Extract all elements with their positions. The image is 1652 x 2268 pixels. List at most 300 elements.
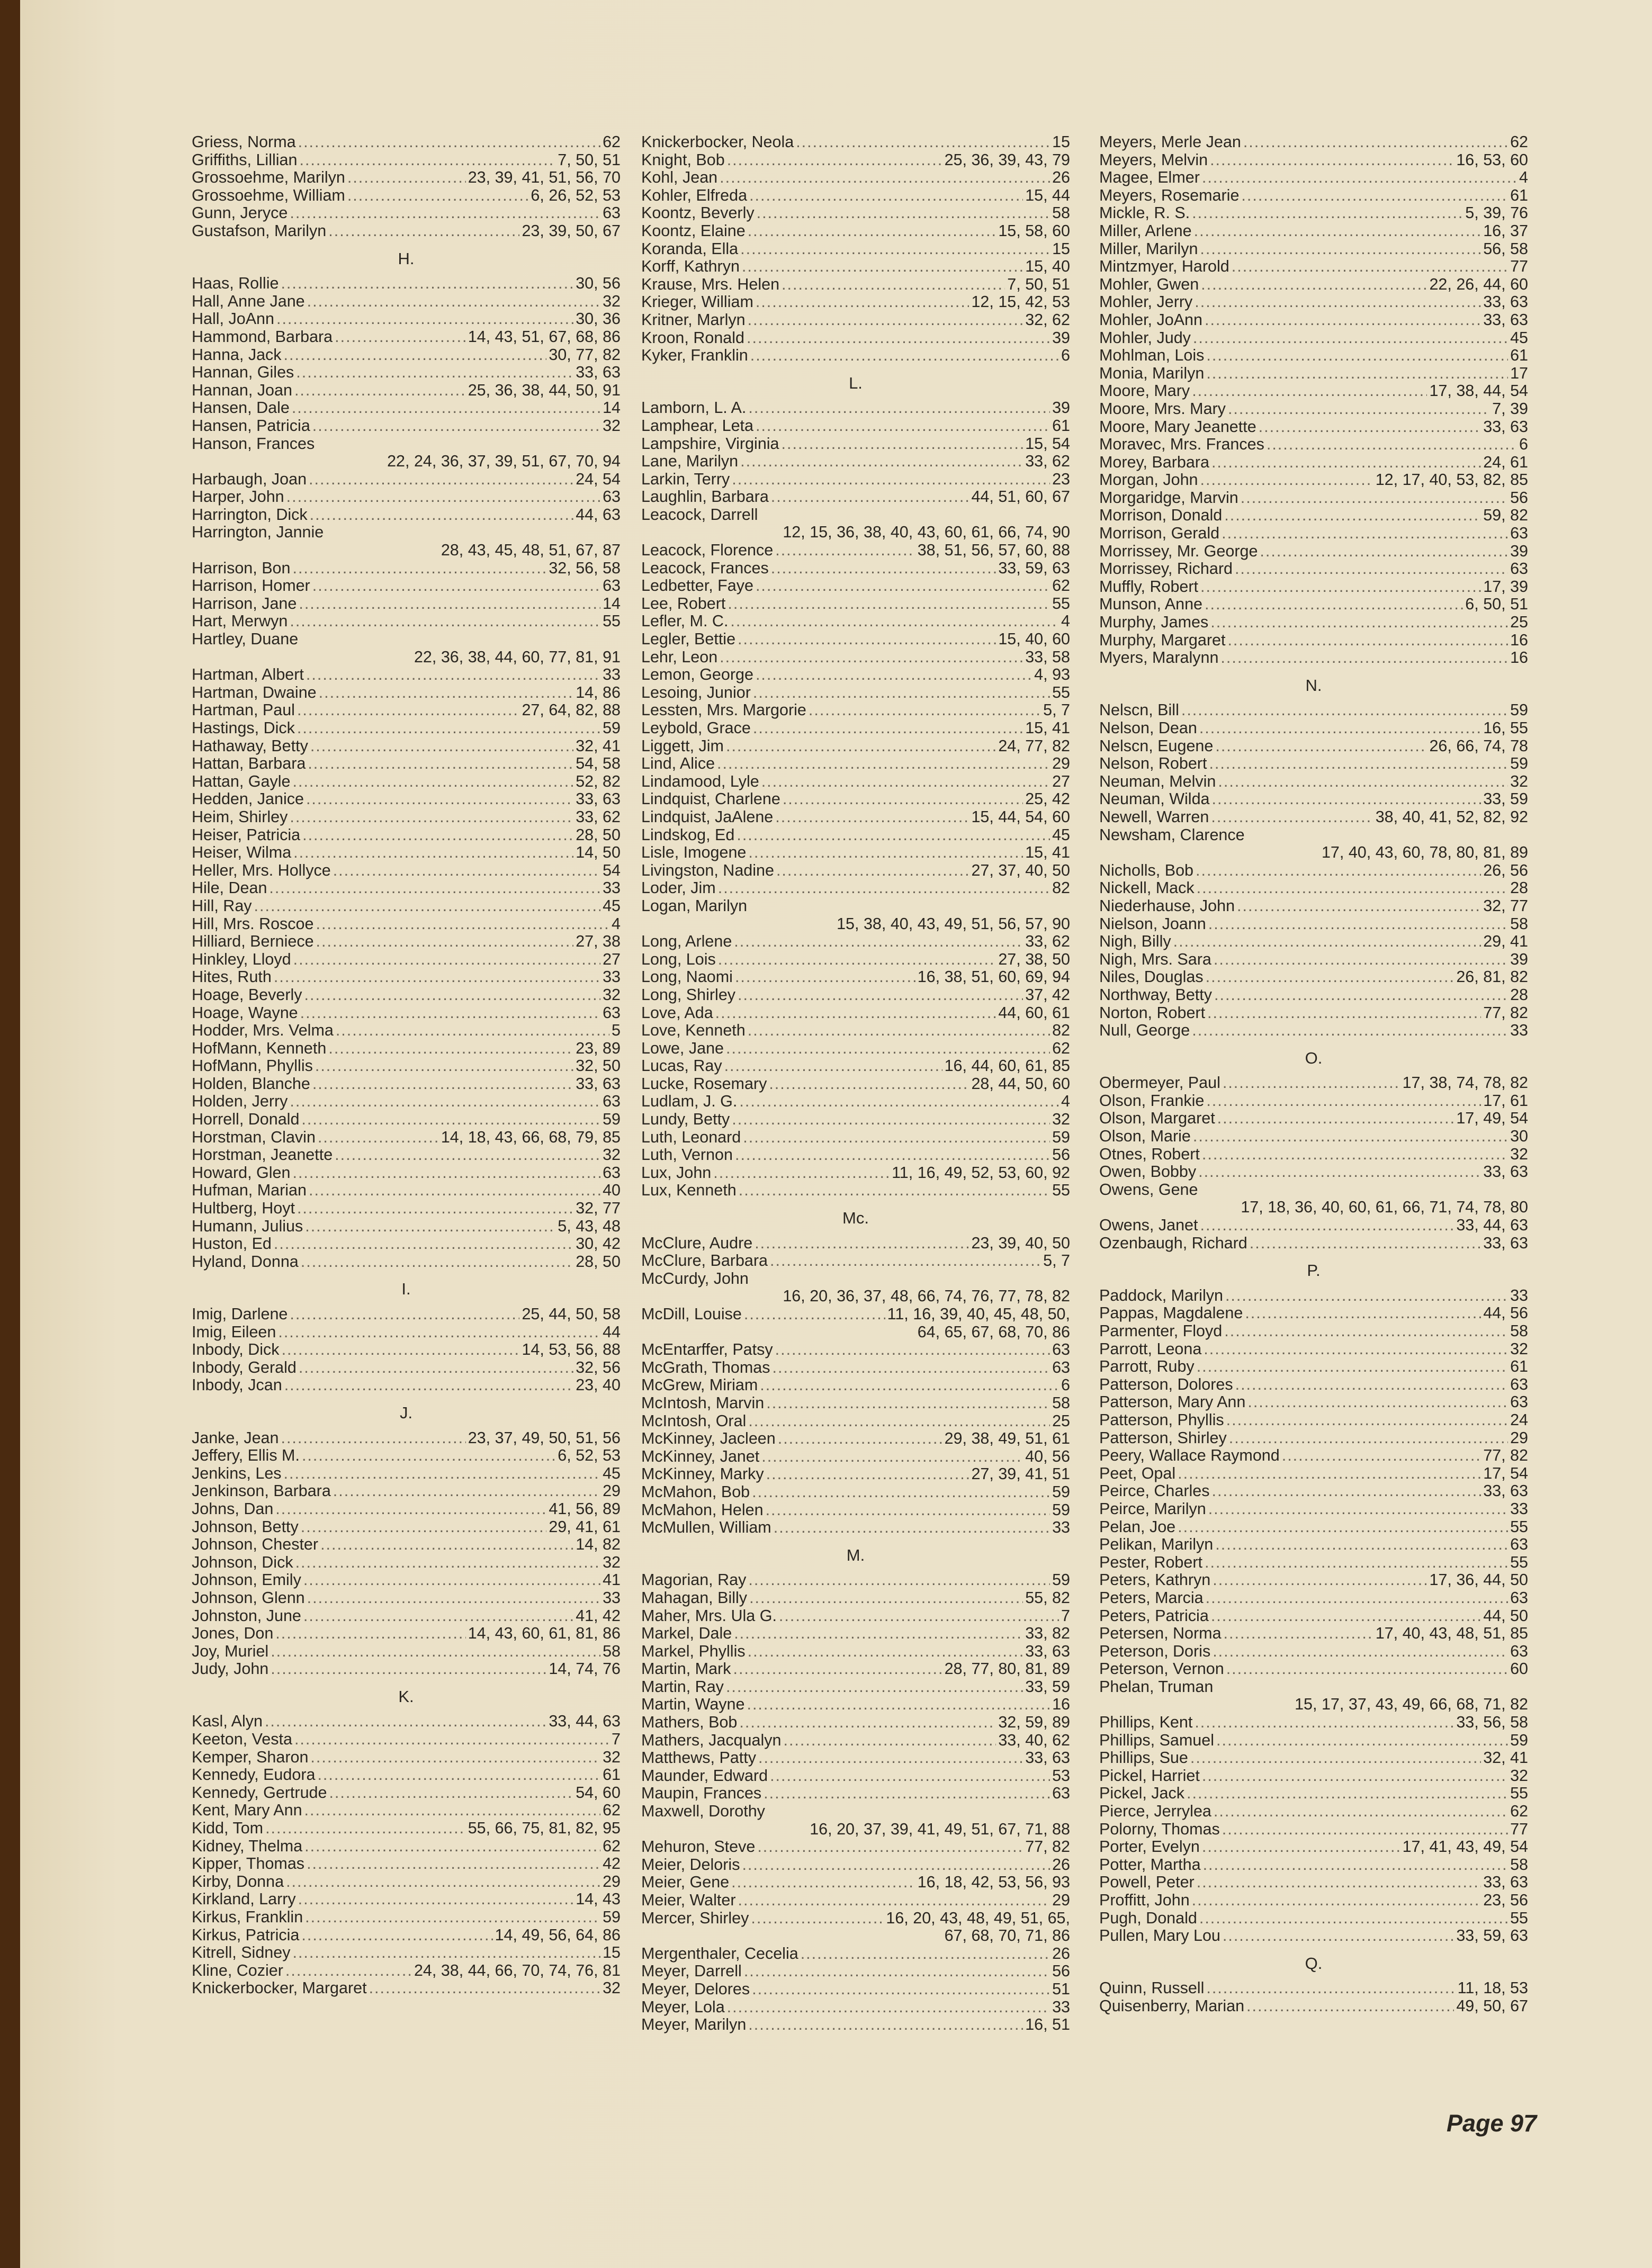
entry-name: Grossoehme, William bbox=[192, 186, 345, 204]
entry-name: Martin, Wayne bbox=[641, 1695, 745, 1714]
dot-leader bbox=[294, 382, 466, 400]
index-entry bbox=[641, 1182, 1070, 1200]
entry-name: Murphy, James bbox=[1099, 613, 1209, 632]
entry-page-numbers: 30, 77, 82 bbox=[549, 345, 621, 364]
index-entry bbox=[1099, 471, 1528, 489]
entry-name: Hall, Anne Jane bbox=[192, 292, 305, 310]
entry-page-numbers: 63 bbox=[1510, 1642, 1528, 1660]
dot-leader bbox=[307, 1589, 600, 1607]
dot-leader bbox=[1197, 1874, 1481, 1892]
entry-page-numbers: 32 bbox=[603, 416, 621, 435]
entry-page-numbers: 58 bbox=[1510, 1322, 1528, 1340]
entry-name: Hyland, Donna bbox=[192, 1252, 299, 1271]
entry-name: Lucke, Rosemary bbox=[641, 1074, 767, 1093]
index-entry bbox=[641, 1164, 1070, 1182]
dot-leader bbox=[292, 399, 600, 417]
entry-page-numbers: 56 bbox=[1052, 1962, 1070, 1981]
entry-name: McKinney, Jacleen bbox=[641, 1429, 776, 1448]
index-entry bbox=[1099, 187, 1528, 205]
dot-leader bbox=[1226, 1660, 1508, 1678]
dot-leader bbox=[1215, 1536, 1508, 1554]
dot-leader bbox=[282, 1341, 520, 1359]
entry-name: Krieger, William bbox=[641, 293, 753, 311]
dot-leader bbox=[1226, 1411, 1508, 1429]
entry-page-numbers: 6, 52, 53 bbox=[558, 1446, 621, 1465]
index-entry bbox=[1099, 1803, 1528, 1821]
index-entry bbox=[1099, 808, 1528, 826]
dot-leader bbox=[753, 719, 1023, 737]
dot-leader bbox=[748, 1022, 1050, 1040]
entry-page-numbers: 32 bbox=[1510, 1339, 1528, 1358]
entry-name: Leybold, Grace bbox=[641, 719, 751, 737]
entry-name: Keeton, Vesta bbox=[192, 1730, 292, 1749]
entry-name: Hart, Merwyn bbox=[192, 612, 288, 631]
index-entry bbox=[641, 1607, 1070, 1625]
dot-leader bbox=[298, 133, 600, 151]
entry-page-numbers: 27, 37, 40, 50 bbox=[971, 861, 1070, 879]
index-entry bbox=[641, 399, 1070, 417]
index-entry bbox=[192, 719, 621, 737]
index-entry bbox=[641, 133, 1070, 151]
entry-name: Mathers, Jacqualyn bbox=[641, 1731, 782, 1749]
section-letter-heading: N. bbox=[1305, 676, 1322, 695]
dot-leader bbox=[728, 595, 1050, 613]
index-entry bbox=[641, 1252, 1070, 1270]
dot-leader bbox=[1212, 1482, 1482, 1500]
entry-page-numbers: 17, 39 bbox=[1483, 577, 1528, 596]
dot-leader bbox=[739, 1714, 996, 1732]
entry-name: Inbody, Gerald bbox=[192, 1358, 297, 1376]
dot-leader bbox=[766, 1501, 1051, 1519]
entry-name: Haas, Rollie bbox=[192, 274, 279, 293]
entry-name: Koontz, Beverly bbox=[641, 204, 755, 222]
dot-leader bbox=[293, 951, 600, 969]
entry-page-numbers: 4, 93 bbox=[1034, 665, 1070, 684]
entry-page-numbers: 45 bbox=[603, 896, 621, 915]
entry-name: Peirce, Charles bbox=[1099, 1482, 1210, 1500]
index-entry bbox=[1099, 204, 1528, 222]
entry-page-numbers: 14, 74, 76 bbox=[549, 1660, 621, 1678]
entry-page-numbers: 33, 44, 63 bbox=[549, 1712, 621, 1731]
entry-page-numbers: 14 bbox=[603, 594, 621, 613]
entry-page-numbers: 17 bbox=[1510, 364, 1528, 382]
index-entry bbox=[192, 737, 621, 755]
dot-leader bbox=[771, 560, 996, 578]
entry-name: Lindskog, Ed bbox=[641, 825, 735, 844]
entry-name: Mickle, R. S. bbox=[1099, 204, 1190, 222]
dot-leader bbox=[284, 1465, 601, 1483]
dot-leader bbox=[304, 1838, 600, 1856]
entry-page-numbers: 7, 50, 51 bbox=[1007, 275, 1070, 293]
dot-leader bbox=[1187, 1785, 1508, 1803]
dot-leader bbox=[293, 773, 574, 791]
dot-leader bbox=[306, 666, 600, 684]
dot-leader bbox=[281, 275, 573, 293]
dot-leader bbox=[734, 933, 1023, 951]
index-entry bbox=[1099, 311, 1528, 329]
dot-leader bbox=[1192, 204, 1463, 222]
entry-page-numbers: 26 bbox=[1052, 168, 1070, 187]
entry-name: Nelscn, Bill bbox=[1099, 701, 1179, 719]
index-entry bbox=[641, 1519, 1070, 1537]
index-entry bbox=[641, 1714, 1070, 1732]
dot-leader bbox=[312, 577, 600, 595]
entry-name: Hultberg, Hoyt bbox=[192, 1199, 295, 1218]
dot-leader bbox=[1223, 1927, 1454, 1945]
entry-page-numbers: 63 bbox=[1510, 524, 1528, 543]
entry-page-numbers: 16, 18, 42, 53, 56, 93 bbox=[917, 1873, 1070, 1892]
entry-name: Long, Naomi bbox=[641, 968, 733, 986]
entry-page-numbers: 55 bbox=[1510, 1553, 1528, 1571]
dot-leader bbox=[775, 808, 969, 826]
entry-page-numbers: 63 bbox=[603, 1092, 621, 1111]
index-entry bbox=[192, 1643, 621, 1661]
index-entry bbox=[1099, 719, 1528, 737]
dot-leader bbox=[290, 1306, 519, 1324]
entry-page-numbers: 61 bbox=[1510, 346, 1528, 365]
index-entry bbox=[192, 1218, 621, 1236]
entry-page-numbers: 32, 59, 89 bbox=[998, 1713, 1070, 1732]
dot-leader bbox=[298, 1891, 574, 1909]
dot-leader bbox=[1218, 773, 1508, 791]
entry-name: McClure, Barbara bbox=[641, 1252, 768, 1270]
entry-name: Meier, Gene bbox=[641, 1873, 730, 1892]
entry-page-numbers: 56 bbox=[1510, 488, 1528, 507]
entry-page-numbers: 14, 49, 56, 64, 86 bbox=[495, 1925, 621, 1944]
dot-leader bbox=[1206, 968, 1455, 986]
entry-name: Meyer, Darrell bbox=[641, 1962, 742, 1981]
entry-name: Parrott, Ruby bbox=[1099, 1357, 1195, 1376]
dot-leader bbox=[1208, 1500, 1508, 1518]
entry-name: Meyers, Melvin bbox=[1099, 150, 1208, 169]
entry-page-numbers: 28, 50 bbox=[576, 825, 621, 844]
dot-leader bbox=[718, 879, 1050, 897]
entry-page-numbers: 15, 40, 60 bbox=[998, 630, 1070, 649]
dot-leader bbox=[347, 169, 466, 187]
entry-page-numbers: 17, 40, 43, 48, 51, 85 bbox=[1375, 1624, 1528, 1643]
section-letter-heading: K. bbox=[398, 1687, 414, 1706]
dot-leader bbox=[290, 204, 600, 222]
index-entry bbox=[641, 613, 1070, 631]
index-entry bbox=[192, 382, 621, 400]
dot-leader bbox=[1193, 1128, 1508, 1146]
entry-page-numbers: 82 bbox=[1052, 879, 1070, 897]
index-entry bbox=[192, 328, 621, 346]
entry-name: Olson, Marie bbox=[1099, 1127, 1191, 1146]
entry-name: Lamborn, L. A. bbox=[641, 399, 747, 417]
dot-leader bbox=[306, 790, 573, 808]
dot-leader bbox=[757, 1838, 1023, 1856]
entry-page-numbers: 41 bbox=[603, 1571, 621, 1589]
entry-page-numbers: 12, 15, 42, 53 bbox=[971, 293, 1070, 311]
dot-leader bbox=[297, 1200, 573, 1218]
entry-page-numbers: 63 bbox=[1510, 560, 1528, 578]
index-entry bbox=[641, 293, 1070, 311]
index-entry bbox=[192, 1359, 621, 1377]
entry-page-numbers: 16 bbox=[1510, 631, 1528, 649]
entry-page-numbers: 37, 42 bbox=[1025, 985, 1070, 1004]
entry-page-numbers: 33, 63 bbox=[576, 790, 621, 808]
index-entry bbox=[192, 169, 621, 187]
index-entry bbox=[1099, 525, 1528, 543]
index-entry bbox=[192, 701, 621, 719]
index-entry bbox=[192, 1146, 621, 1164]
entry-page-numbers: 14, 50 bbox=[576, 843, 621, 862]
dot-leader bbox=[715, 1004, 996, 1022]
index-entry bbox=[192, 1660, 621, 1678]
dot-leader bbox=[296, 364, 573, 382]
entry-page-numbers: 27, 38 bbox=[576, 932, 621, 951]
entry-name: Petersen, Norma bbox=[1099, 1624, 1222, 1643]
dot-leader bbox=[308, 755, 573, 773]
entry-name: Myers, Maralynn bbox=[1099, 649, 1219, 667]
index-entry bbox=[641, 1341, 1070, 1359]
dot-leader bbox=[1260, 543, 1508, 561]
entry-name: McKinney, Marky bbox=[641, 1465, 764, 1483]
entry-page-numbers: 44, 56 bbox=[1483, 1304, 1528, 1322]
index-entry bbox=[641, 1022, 1070, 1040]
entry-page-numbers: 44, 50 bbox=[1483, 1606, 1528, 1625]
index-entry bbox=[641, 1040, 1070, 1058]
dot-leader bbox=[328, 222, 519, 240]
index-entry bbox=[1099, 258, 1528, 276]
index-entry bbox=[192, 399, 621, 417]
index-entry bbox=[1099, 151, 1528, 169]
dot-leader bbox=[776, 862, 969, 880]
dot-leader bbox=[1192, 1892, 1482, 1910]
index-entry bbox=[641, 1678, 1070, 1696]
entry-page-numbers: 28, 44, 50, 60 bbox=[971, 1074, 1070, 1093]
entry-name: Johns, Dan bbox=[192, 1499, 274, 1518]
index-entry bbox=[641, 169, 1070, 187]
dot-leader bbox=[312, 1075, 573, 1093]
dot-leader bbox=[1202, 169, 1517, 187]
entry-page-numbers: 14, 86 bbox=[576, 683, 621, 701]
dot-leader bbox=[274, 1235, 573, 1253]
entry-name: Moore, Mrs. Mary bbox=[1099, 399, 1226, 418]
dot-leader bbox=[713, 1164, 890, 1182]
entry-page-numbers: 39 bbox=[1510, 542, 1528, 560]
entry-page-numbers: 23, 39, 41, 51, 56, 70 bbox=[468, 168, 621, 187]
index-entry bbox=[192, 986, 621, 1004]
entry-page-numbers: 32 bbox=[1510, 772, 1528, 790]
dot-leader bbox=[749, 187, 1023, 205]
entry-name: Hites, Ruth bbox=[192, 968, 272, 986]
entry-name: Ludlam, J. G. bbox=[641, 1092, 738, 1111]
entry-page-numbers: 25, 42 bbox=[1025, 790, 1070, 808]
dot-leader bbox=[1241, 489, 1508, 507]
dot-leader bbox=[294, 1731, 609, 1749]
dot-leader bbox=[310, 737, 573, 755]
entry-page-numbers: 59 bbox=[603, 719, 621, 737]
entry-name: Proffitt, John bbox=[1099, 1891, 1190, 1909]
entry-page-numbers: 33 bbox=[603, 1588, 621, 1607]
index-entry bbox=[192, 1802, 621, 1820]
entry-name: Mohler, Judy bbox=[1099, 328, 1191, 347]
entry-page-numbers: 14 bbox=[603, 399, 621, 417]
entry-name: Morey, Barbara bbox=[1099, 453, 1209, 471]
index-entry bbox=[641, 222, 1070, 240]
entry-page-numbers: 63 bbox=[603, 204, 621, 222]
entry-page-numbers: 11, 16, 49, 52, 53, 60, 92 bbox=[892, 1163, 1070, 1182]
index-entry bbox=[192, 577, 621, 595]
entry-name: Pullen, Mary Lou bbox=[1099, 1927, 1220, 1945]
index-entry bbox=[641, 1430, 1070, 1448]
entry-page-numbers: 4 bbox=[1519, 168, 1528, 187]
index-entry bbox=[641, 1306, 1070, 1324]
index-entry bbox=[192, 1944, 621, 1962]
index-entry bbox=[641, 701, 1070, 719]
entry-name: Lucas, Ray bbox=[641, 1057, 722, 1075]
dot-leader bbox=[1246, 1997, 1454, 2015]
entry-page-numbers: 33 bbox=[603, 968, 621, 986]
index-entry bbox=[192, 1093, 621, 1111]
index-entry bbox=[192, 1341, 621, 1359]
entry-page-numbers: 33, 63 bbox=[1483, 310, 1528, 329]
dot-leader bbox=[1214, 1803, 1508, 1821]
dot-leader bbox=[278, 1324, 600, 1342]
entry-name: Hedden, Janice bbox=[192, 790, 304, 808]
entry-name: Morrison, Gerald bbox=[1099, 524, 1220, 543]
dot-leader bbox=[747, 329, 1050, 347]
entry-name: Kroon, Ronald bbox=[641, 328, 744, 347]
entry-page-numbers: 23, 37, 49, 50, 51, 56 bbox=[468, 1428, 621, 1447]
entry-name: Nickell, Mack bbox=[1099, 879, 1195, 897]
entry-name: Korff, Kathryn bbox=[641, 257, 740, 276]
dot-leader bbox=[1198, 1163, 1481, 1181]
entry-name: McGrath, Thomas bbox=[641, 1358, 770, 1376]
entry-page-numbers: 53 bbox=[1052, 1766, 1070, 1785]
dot-leader bbox=[757, 204, 1050, 222]
entry-name: Mohler, JoAnn bbox=[1099, 310, 1202, 329]
entry-page-numbers: 32, 50 bbox=[576, 1057, 621, 1075]
entry-page-numbers: 32, 62 bbox=[1025, 310, 1070, 329]
dot-leader bbox=[1197, 879, 1508, 897]
entry-name: Hartman, Dwaine bbox=[192, 683, 317, 701]
dot-leader bbox=[749, 1589, 1023, 1607]
entry-page-numbers: 27 bbox=[603, 950, 621, 968]
index-entry bbox=[641, 151, 1070, 169]
entry-name: Otnes, Robert bbox=[1099, 1145, 1200, 1163]
index-entry bbox=[641, 187, 1070, 205]
dot-leader bbox=[742, 1856, 1050, 1874]
entry-page-numbers: 24, 54 bbox=[576, 470, 621, 488]
entry-page-numbers: 40, 56 bbox=[1025, 1447, 1070, 1465]
entry-page-numbers: 11, 18, 53 bbox=[1457, 1979, 1528, 1997]
entry-page-numbers: 32 bbox=[1510, 1766, 1528, 1785]
entry-name: Lux, Kenneth bbox=[641, 1181, 737, 1200]
index-entry bbox=[1099, 632, 1528, 650]
entry-page-numbers: 11, 16, 39, 40, 45, 48, 50, bbox=[887, 1305, 1070, 1323]
entry-name: Hill, Ray bbox=[192, 896, 252, 915]
entry-page-numbers: 16, 20, 43, 48, 49, 51, 65, bbox=[886, 1909, 1070, 1927]
entry-page-numbers: 15 bbox=[603, 1943, 621, 1962]
dot-leader bbox=[770, 1252, 1041, 1270]
entry-page-numbers: 33, 63 bbox=[1483, 1873, 1528, 1892]
entry-page-numbers: 26, 81, 82 bbox=[1456, 968, 1528, 986]
index-entry bbox=[1099, 1376, 1528, 1394]
dot-leader bbox=[286, 488, 600, 506]
dot-leader bbox=[718, 951, 996, 969]
index-entry bbox=[1099, 915, 1528, 933]
entry-name: Matthews, Patty bbox=[641, 1749, 756, 1767]
entry-name: Mercer, Shirley bbox=[641, 1909, 749, 1927]
entry-page-numbers: 12, 17, 40, 53, 82, 85 bbox=[1375, 471, 1528, 489]
entry-page-numbers: 25 bbox=[1510, 613, 1528, 632]
index-entry bbox=[641, 1892, 1070, 1910]
index-entry bbox=[641, 862, 1070, 880]
index-entry bbox=[1099, 1571, 1528, 1589]
dot-leader bbox=[1199, 1910, 1508, 1928]
dot-leader bbox=[1245, 1304, 1481, 1322]
index-entry bbox=[641, 826, 1070, 844]
dot-leader bbox=[1192, 382, 1427, 400]
entry-name: Lowe, Jane bbox=[641, 1039, 724, 1057]
entry-name: Meyer, Marilyn bbox=[641, 2015, 747, 2034]
entry-page-numbers: 25, 36, 39, 43, 79 bbox=[944, 150, 1070, 169]
dot-leader bbox=[1206, 1589, 1508, 1607]
entry-page-numbers: 29 bbox=[1052, 754, 1070, 773]
entry-name: Gunn, Jeryce bbox=[192, 204, 288, 222]
index-entry bbox=[192, 755, 621, 773]
index-entry bbox=[192, 1979, 621, 1997]
entry-name: Knight, Bob bbox=[641, 150, 725, 169]
entry-name: Johnson, Glenn bbox=[192, 1588, 305, 1607]
entry-name: Holden, Jerry bbox=[192, 1092, 288, 1111]
entry-page-numbers: 6 bbox=[1061, 346, 1070, 365]
dot-leader bbox=[752, 1981, 1050, 1999]
index-entry bbox=[1099, 222, 1528, 240]
entry-page-numbers: 17, 36, 44, 50 bbox=[1429, 1571, 1528, 1589]
dot-leader bbox=[724, 1057, 942, 1075]
index-entry-name: Hartley, Duane bbox=[192, 630, 299, 649]
entry-name: Kitrell, Sidney bbox=[192, 1943, 291, 1962]
index-entry bbox=[1099, 365, 1528, 383]
entry-name: Neuman, Wilda bbox=[1099, 790, 1210, 808]
dot-leader bbox=[301, 1518, 547, 1536]
entry-page-numbers: 62 bbox=[1052, 577, 1070, 595]
entry-page-numbers: 39 bbox=[1052, 328, 1070, 347]
dot-leader bbox=[1206, 1092, 1481, 1110]
dot-leader bbox=[369, 1979, 601, 1997]
index-entry bbox=[192, 773, 621, 791]
entry-name: Martin, Mark bbox=[641, 1660, 731, 1678]
dot-leader bbox=[760, 1376, 1059, 1394]
entry-name: Kennedy, Eudora bbox=[192, 1766, 316, 1784]
entry-page-numbers: 52, 82 bbox=[576, 772, 621, 790]
entry-name: Peterson, Doris bbox=[1099, 1642, 1211, 1660]
entry-page-numbers: 38, 51, 56, 57, 60, 88 bbox=[917, 541, 1070, 560]
index-entry bbox=[192, 1376, 621, 1394]
entry-name: McGrew, Miriam bbox=[641, 1376, 758, 1394]
entry-page-numbers: 55 bbox=[1510, 1517, 1528, 1536]
entry-page-numbers: 55 bbox=[603, 612, 621, 631]
index-entry bbox=[1099, 790, 1528, 808]
entry-page-numbers: 27 bbox=[1052, 772, 1070, 790]
section-letter-heading: I. bbox=[401, 1280, 411, 1299]
entry-name: Kyker, Franklin bbox=[641, 346, 748, 365]
index-entry bbox=[192, 1518, 621, 1536]
dot-leader bbox=[301, 1253, 573, 1271]
dot-leader bbox=[1241, 187, 1508, 205]
entry-page-numbers: 33 bbox=[1052, 1518, 1070, 1537]
entry-page-numbers: 29, 41, 61 bbox=[549, 1517, 621, 1536]
index-entry bbox=[641, 1057, 1070, 1075]
dot-leader bbox=[1215, 737, 1427, 755]
entry-name: Livingston, Nadine bbox=[641, 861, 774, 879]
index-entry-pages-continued: 17, 18, 36, 40, 60, 61, 66, 71, 74, 78, 80 bbox=[1241, 1198, 1528, 1217]
entry-name: Gustafson, Marilyn bbox=[192, 221, 327, 240]
